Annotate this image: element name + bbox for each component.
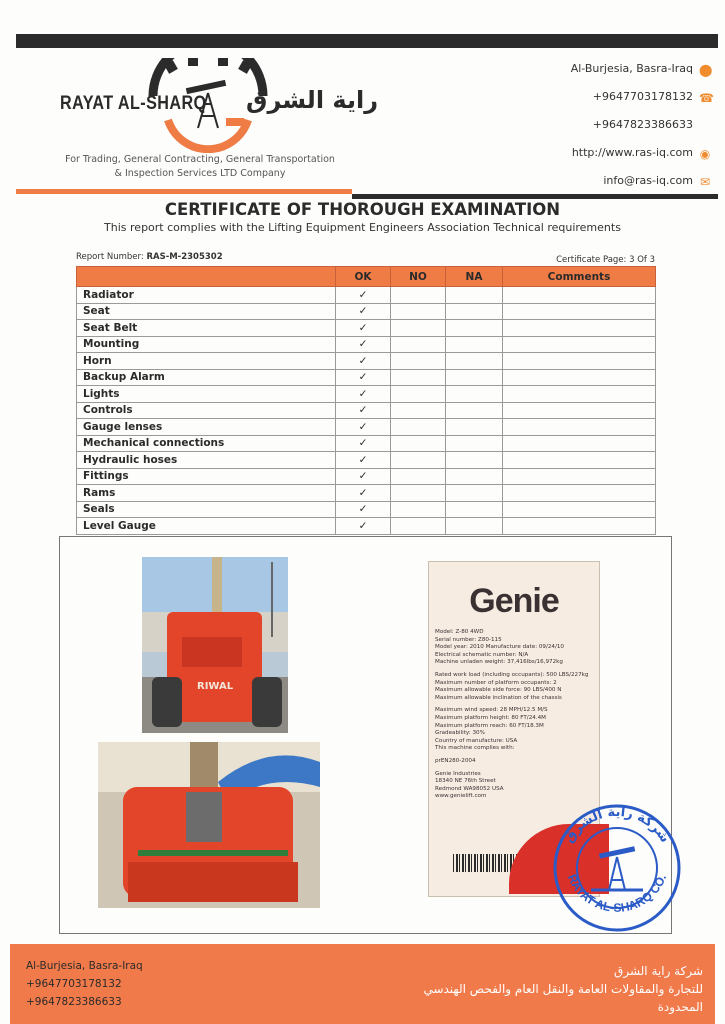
footer-ar-line-3: المحدودة <box>657 1000 703 1014</box>
comments-cell <box>503 518 656 535</box>
company-tagline <box>40 153 360 181</box>
footer-ar-line-1: شركة راية الشرق <box>614 964 703 978</box>
nameplate-line: Model year: 2010 Manufacture date: 09/24/10 <box>435 644 564 651</box>
inspection-checklist-table <box>76 266 656 535</box>
footer-company-ar <box>423 962 703 1016</box>
certificate-title: CERTIFICATE OF THOROUGH EXAMINATION <box>164 200 561 219</box>
no-cell <box>391 501 446 518</box>
na-cell <box>446 468 503 485</box>
ok-cell: ✓ <box>336 518 391 535</box>
ok-cell: ✓ <box>336 336 391 353</box>
no-cell <box>391 485 446 502</box>
comments-cell <box>503 402 656 419</box>
nameplate-line: Country of manufacture: USA <box>435 737 518 744</box>
comments-cell <box>503 435 656 452</box>
header-ok: OK <box>336 267 391 287</box>
table-row <box>77 336 656 353</box>
nameplate-line: Genie Industries <box>435 770 481 777</box>
no-cell <box>391 452 446 469</box>
no-cell <box>391 402 446 419</box>
na-cell <box>446 485 503 502</box>
header-na: NA <box>446 267 503 287</box>
checklist-item-label: Seat Belt <box>77 320 336 337</box>
nameplate-line: Redmond WA98052 USA <box>435 785 504 792</box>
contact-email <box>603 174 693 187</box>
no-cell <box>391 386 446 403</box>
address-text: Al-Burjesia, Basra-Iraq <box>570 62 693 75</box>
checklist-item-label: Seals <box>77 501 336 518</box>
nameplate-line: Maximum wind speed: 28 MPH/12.5 M/S <box>435 707 548 714</box>
no-cell <box>391 320 446 337</box>
phone-1-text: +9647703178132 <box>592 90 693 103</box>
na-cell <box>446 353 503 370</box>
ok-cell: ✓ <box>336 402 391 419</box>
comments-cell <box>503 468 656 485</box>
nameplate-line: Electrical schematic number: N/A <box>435 651 529 658</box>
certificate-subtitle: This report complies with the Lifting Equipment Engineers Association Technical requirements <box>104 221 621 234</box>
comments-cell <box>503 303 656 320</box>
na-cell <box>446 336 503 353</box>
comments-cell <box>503 336 656 353</box>
table-row <box>77 303 656 320</box>
table-row <box>77 518 656 535</box>
svg-text:RAYAT AL-SHARQ CO. <box>565 872 669 915</box>
stamp-text-en: RAYAT AL-SHARQ CO. <box>564 872 670 915</box>
header-comments: Comments <box>503 267 656 287</box>
checklist-item-label: Horn <box>77 353 336 370</box>
phone-icon: ☎ <box>699 91 714 105</box>
comments-cell <box>503 353 656 370</box>
nameplate-line: Maximum platform reach: 60 FT/18.3M <box>435 722 544 729</box>
table-row <box>77 485 656 502</box>
riwal-text: RIWAL <box>197 681 234 692</box>
location-pin-icon: ⬤ <box>699 63 713 77</box>
nameplate-line: prEN280-2004 <box>435 757 476 764</box>
table-row <box>77 386 656 403</box>
comments-cell <box>503 419 656 436</box>
header-divider-dark <box>352 194 718 199</box>
header-divider-orange <box>16 189 352 194</box>
table-row <box>77 452 656 469</box>
na-cell <box>446 501 503 518</box>
table-row <box>77 435 656 452</box>
checklist-item-label: Fittings <box>77 468 336 485</box>
certificate-page: Certificate Page: 3 Of 3 <box>556 255 655 265</box>
checklist-item-label: Seat <box>77 303 336 320</box>
nameplate-line: Machine unladen weight: 37,416lbs/16,972kg <box>435 659 563 666</box>
footer-contact <box>26 957 143 1011</box>
no-cell <box>391 353 446 370</box>
stamp-text-ar: شركة راية الشرق <box>561 804 673 846</box>
no-cell <box>391 419 446 436</box>
na-cell <box>446 303 503 320</box>
tagline-line-1: For Trading, General Contracting, General Transportation <box>65 154 335 165</box>
ok-cell: ✓ <box>336 303 391 320</box>
nameplate-line: Maximum number of platform occupants: 2 <box>435 679 557 686</box>
ok-cell: ✓ <box>336 435 391 452</box>
nameplate-line: Serial number: Z80-115 <box>435 636 502 643</box>
table-row <box>77 419 656 436</box>
comments-cell <box>503 501 656 518</box>
header-no: NO <box>391 267 446 287</box>
ok-cell: ✓ <box>336 468 391 485</box>
table-row <box>77 320 656 337</box>
no-cell <box>391 435 446 452</box>
no-cell <box>391 369 446 386</box>
header-top-bar <box>16 34 718 48</box>
ok-cell: ✓ <box>336 353 391 370</box>
equipment-photo-rear <box>142 557 288 733</box>
contact-website <box>572 146 693 159</box>
nameplate-line: Gradeability: 30% <box>435 730 485 737</box>
svg-text:شركة راية الشرق <box>562 805 673 846</box>
table-row <box>77 501 656 518</box>
checklist-item-label: Hydraulic hoses <box>77 452 336 469</box>
checklist-item-label: Gauge lenses <box>77 419 336 436</box>
nameplate-line: Maximum allowable inclination of the chassis <box>435 694 562 701</box>
email-text: info@ras-iq.com <box>603 174 693 187</box>
contact-phone-1 <box>593 90 693 103</box>
checklist-item-label: Mounting <box>77 336 336 353</box>
footer-address: Al-Burjesia, Basra-Iraq <box>26 960 143 972</box>
ok-cell: ✓ <box>336 485 391 502</box>
tagline-line-2: & Inspection Services LTD Company <box>114 168 286 179</box>
nameplate-line: Maximum allowable side force: 90 LBS/400 N <box>435 687 562 694</box>
table-header-row <box>77 267 656 287</box>
mail-icon: ✉ <box>699 175 711 189</box>
na-cell <box>446 419 503 436</box>
brand-name-ar: راية الشرق <box>246 86 379 114</box>
table-row <box>77 468 656 485</box>
checklist-item-label: Rams <box>77 485 336 502</box>
na-cell <box>446 369 503 386</box>
footer-ar-line-2: للتجارة والمقاولات العامة والنقل العام والفحص الهندسي <box>423 982 703 996</box>
brand-name-en: RAYAT AL-SHARQ <box>60 93 207 114</box>
nameplate-line: Rated work load (including occupants): 500 LBS/227kg <box>435 671 589 678</box>
checklist-item-label: Mechanical connections <box>77 435 336 452</box>
footer-phone-2: +9647823386633 <box>26 996 122 1008</box>
header-item <box>77 267 336 287</box>
nameplate-line: www.genielift.com <box>435 793 487 800</box>
checklist-item-label: Controls <box>77 402 336 419</box>
table-row <box>77 369 656 386</box>
contact-address <box>571 62 693 75</box>
table-row <box>77 402 656 419</box>
nameplate-specs <box>435 629 599 801</box>
na-cell <box>446 287 503 304</box>
comments-cell <box>503 485 656 502</box>
ok-cell: ✓ <box>336 320 391 337</box>
report-number <box>76 252 223 262</box>
comments-cell <box>503 369 656 386</box>
no-cell <box>391 287 446 304</box>
ok-cell: ✓ <box>336 287 391 304</box>
nameplate-line: This machine complies with: <box>435 745 515 752</box>
comments-cell <box>503 320 656 337</box>
ok-cell: ✓ <box>336 386 391 403</box>
genie-brand: Genie <box>469 582 559 620</box>
website-text: http://www.ras-iq.com <box>571 146 693 159</box>
comments-cell <box>503 287 656 304</box>
na-cell <box>446 435 503 452</box>
nameplate-line: Maximum platform height: 80 FT/24.4M <box>435 714 546 721</box>
checklist-item-label: Level Gauge <box>77 518 336 535</box>
footer-phone-1: +9647703178132 <box>26 978 122 990</box>
no-cell <box>391 518 446 535</box>
comments-cell <box>503 452 656 469</box>
ok-cell: ✓ <box>336 419 391 436</box>
checklist-item-label: Radiator <box>77 287 336 304</box>
phone-2-text: +9647823386633 <box>592 118 693 131</box>
checklist-item-label: Backup Alarm <box>77 369 336 386</box>
ok-cell: ✓ <box>336 452 391 469</box>
checklist-item-label: Lights <box>77 386 336 403</box>
na-cell <box>446 386 503 403</box>
report-number-value: RAS-M-2305302 <box>146 252 223 262</box>
na-cell <box>446 402 503 419</box>
table-row <box>77 287 656 304</box>
na-cell <box>446 320 503 337</box>
globe-icon: ◉ <box>699 147 711 161</box>
nameplate-line: Model: Z-80 4WD <box>435 629 484 635</box>
nameplate-line: 18340 NE 76th Street <box>435 778 496 785</box>
no-cell <box>391 303 446 320</box>
table-row <box>77 353 656 370</box>
no-cell <box>391 468 446 485</box>
comments-cell <box>503 386 656 403</box>
contact-phone-2 <box>593 118 693 131</box>
na-cell <box>446 518 503 535</box>
na-cell <box>446 452 503 469</box>
ok-cell: ✓ <box>336 501 391 518</box>
company-stamp <box>551 802 683 934</box>
ok-cell: ✓ <box>336 369 391 386</box>
report-number-label: Report Number: <box>76 252 144 262</box>
equipment-photo-front <box>98 742 320 908</box>
no-cell <box>391 336 446 353</box>
